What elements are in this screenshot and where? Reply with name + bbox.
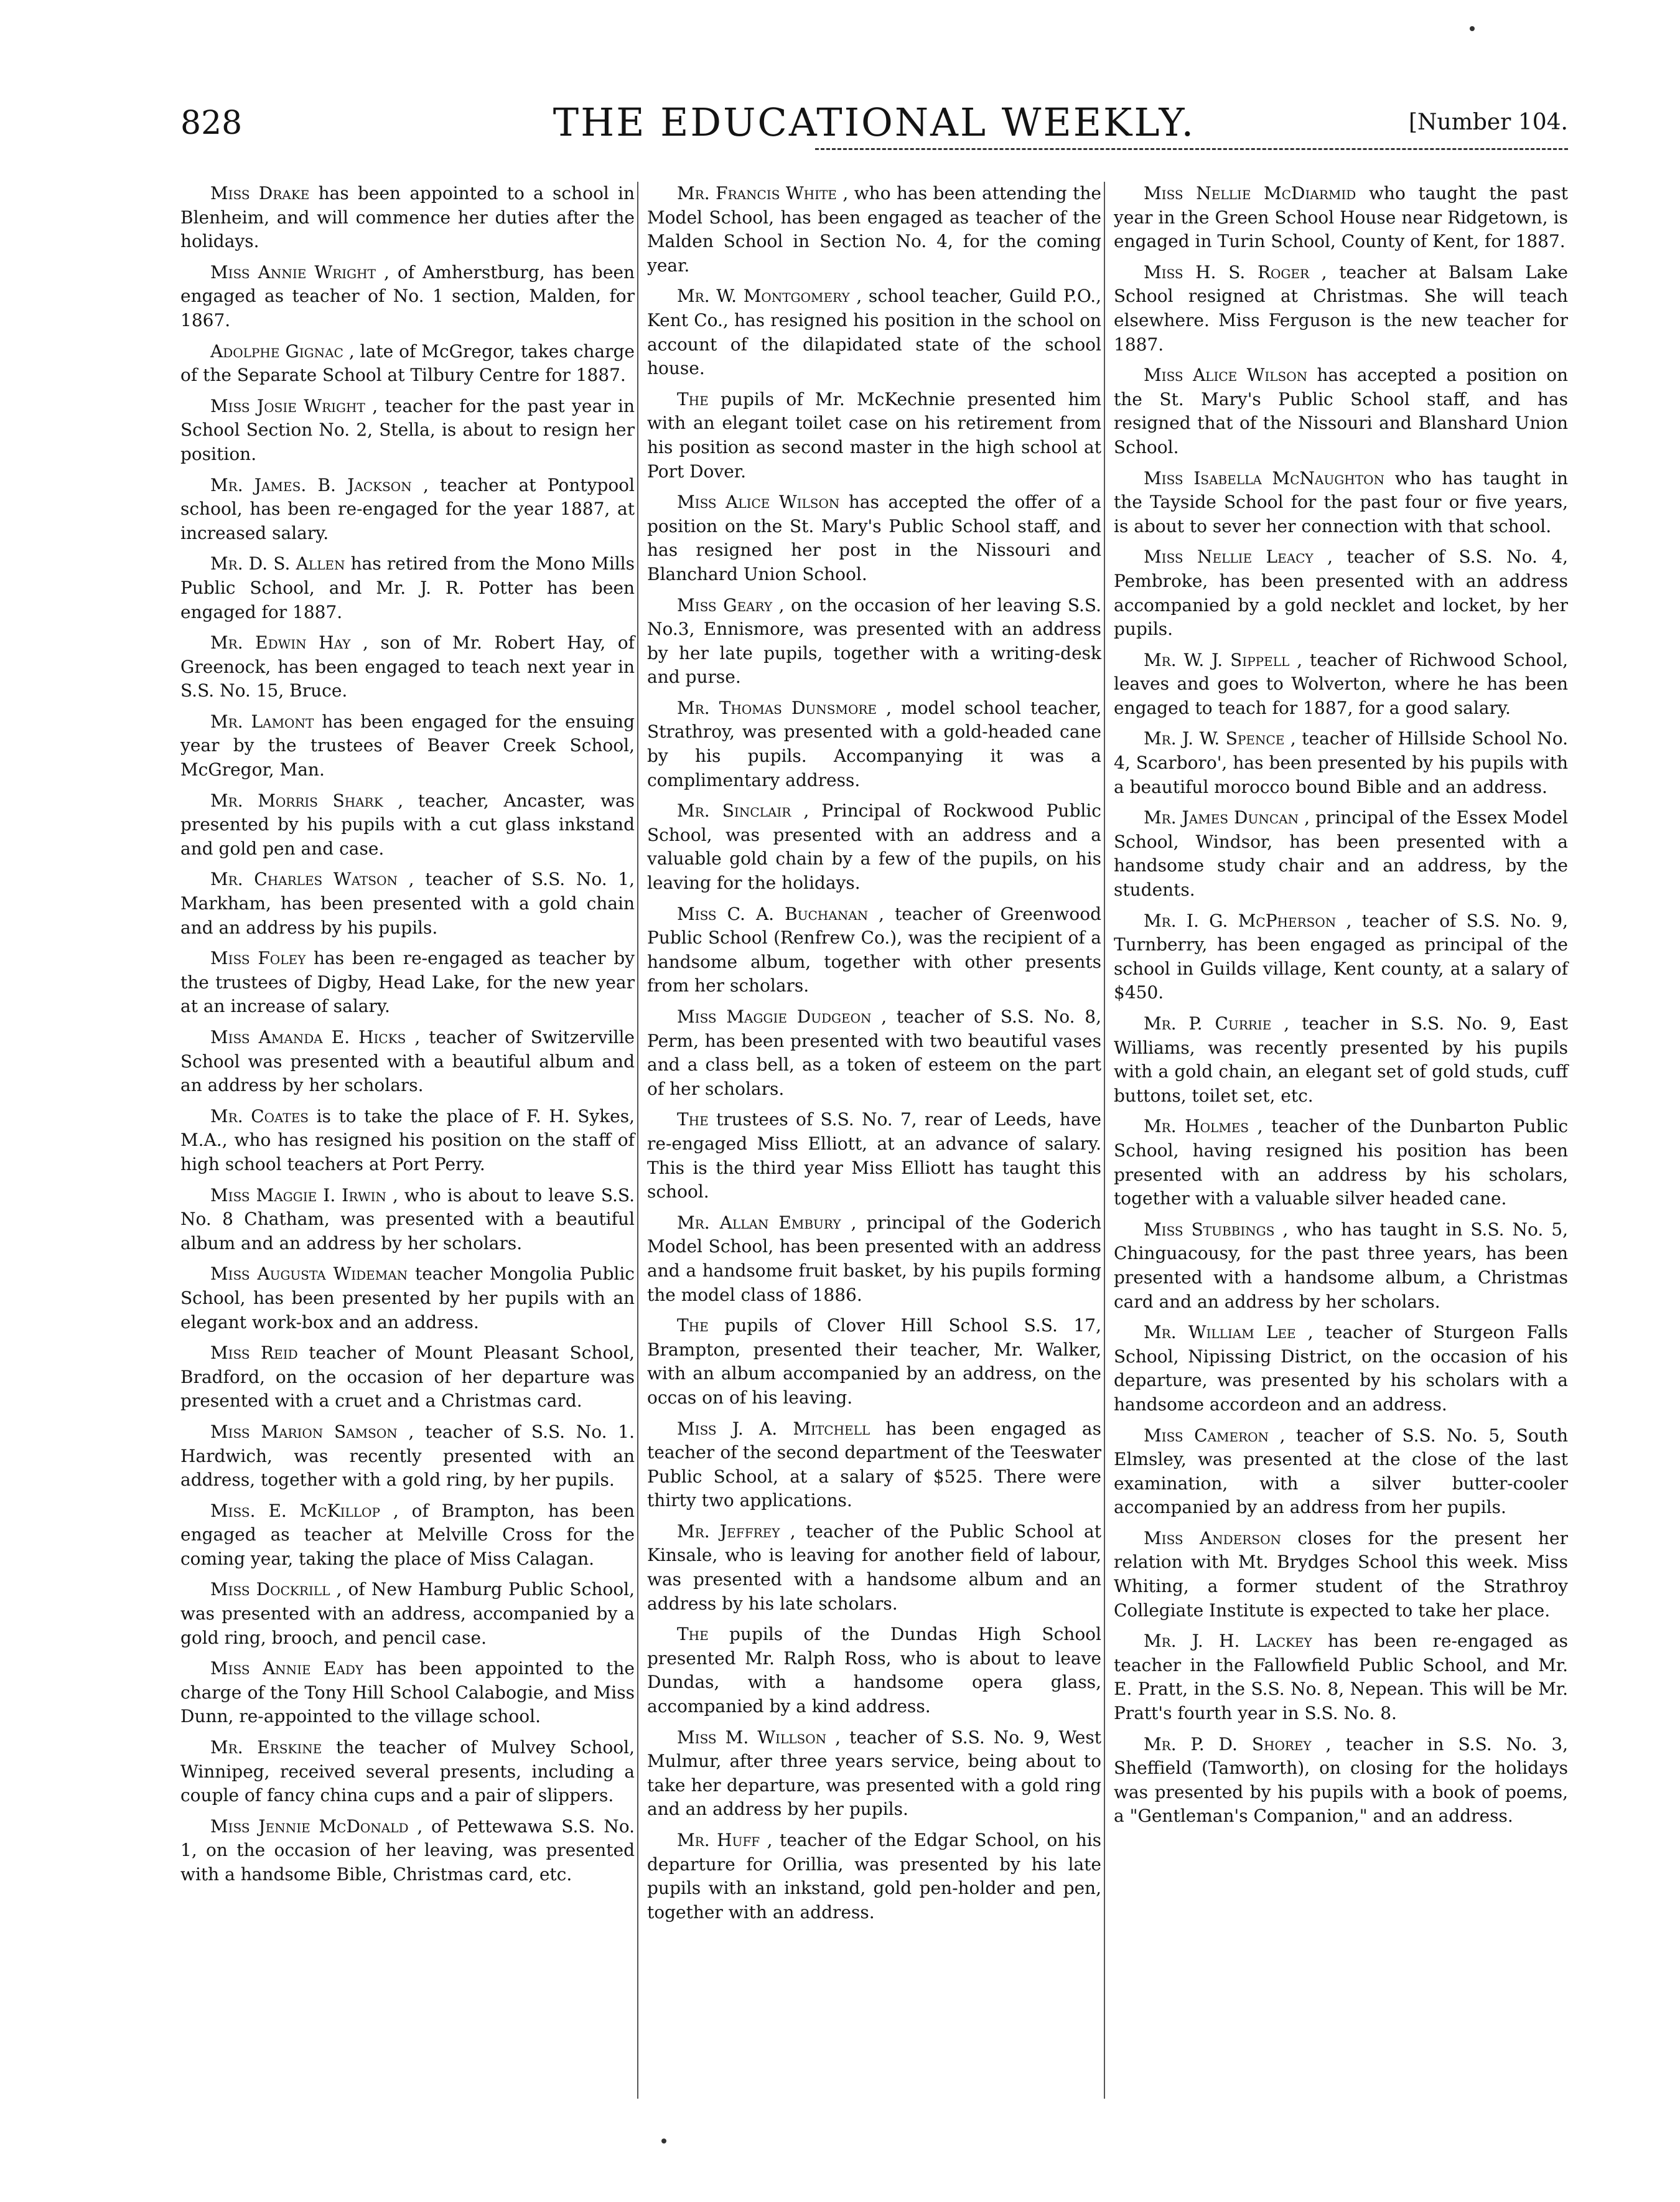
item-name: Mr. Jeffrey [677, 1520, 780, 1542]
item-name: Mr. Huff [677, 1830, 760, 1850]
news-item [1114, 363, 1568, 459]
news-item [180, 1578, 635, 1650]
item-name: Miss Alice Wilson [677, 492, 840, 513]
item-text: , of Brampton, has been engaged as teacher at Melville Cross for the coming year, taking the place of Miss Calagan. [180, 1500, 635, 1569]
item-name: Miss Stubbings [1144, 1219, 1275, 1240]
news-item [1114, 1629, 1568, 1725]
item-name: Miss J. A. Mitchell [677, 1418, 870, 1439]
item-text: , of New Hamburg Public School, was presented with an address, accompanied by a gold ring, brooch, and pencil case. [180, 1579, 635, 1648]
item-name: Mr. James. B. Jackson [210, 474, 412, 495]
item-name: Mr. I. G. McPherson [1144, 910, 1337, 931]
item-name: Mr. P. Currie [1144, 1013, 1272, 1034]
item-name: Mr. Sinclair [677, 800, 791, 822]
item-name: Miss Amanda E. Hicks [210, 1027, 406, 1047]
item-name: Miss Josie Wright [210, 395, 365, 416]
item-name: Mr. Francis White [677, 183, 837, 204]
item-name: Miss Isabella McNaughton [1144, 467, 1384, 489]
item-name: Mr. P. D. Shorey [1144, 1733, 1312, 1755]
item-name: Miss C. A. Buchanan [677, 903, 869, 924]
item-text: , teacher of S.S. No. 9, West Mulmur, after three years service, being about to take her departure, was presented with a gold ring and an address by her pupils. [647, 1726, 1102, 1820]
item-text: , principal of the Goderich Model School, has been presented with an address and a handsome fruit basket, by his pupils forming the model class of 1886. [647, 1212, 1101, 1305]
item-name: Miss Geary [677, 594, 773, 616]
news-item [647, 799, 1101, 895]
issue-number: [Number 104. [1408, 110, 1568, 135]
item-name: Mr. Lamont [210, 711, 314, 732]
item-text: , teacher of S.S. No. 8, Perm, has been presented with two beautiful vases and a class bell, as a token of esteem on the part of her scholars. [647, 1006, 1101, 1099]
item-name: Mr. Morris Shark [210, 790, 383, 811]
item-text: , late of McGregor, takes charge of the Separate School at Tilbury Centre for 1887. [180, 340, 635, 386]
item-name: Miss Drake [210, 183, 310, 204]
item-name: Miss Marion Samson [210, 1421, 398, 1442]
column-2 [647, 182, 1101, 1931]
item-name: Mr. James Duncan [1144, 807, 1299, 828]
item-text: , teacher for the past year in School Section No. 2, Stella, is about to resign her position. [180, 395, 635, 464]
news-item [180, 1184, 635, 1256]
news-item [180, 1657, 635, 1729]
item-name: Mr. Thomas Dunsmore [677, 697, 877, 718]
print-speck [661, 2139, 666, 2143]
item-text: has been appointed to a school in Blenheim, and will commence her duties after the holidays. [180, 183, 635, 252]
news-item [1114, 1527, 1568, 1623]
item-name: The [677, 1315, 709, 1336]
news-item [647, 182, 1101, 278]
item-name: The [677, 1109, 709, 1130]
news-item [180, 789, 635, 861]
news-item [647, 1314, 1101, 1410]
news-item [647, 1211, 1101, 1307]
item-text: , teacher, Ancaster, was presented by his pupils with a cut glass inkstand and gold pen and case. [180, 790, 635, 859]
journal-title: THE EDUCATIONAL WEEKLY. [553, 100, 1196, 145]
news-item [1114, 1012, 1568, 1108]
news-item [180, 631, 635, 703]
item-name: Miss Jennie McDonald [210, 1815, 409, 1837]
item-name: Mr. Coates [210, 1105, 309, 1127]
news-item [1114, 182, 1568, 254]
news-item [647, 1623, 1101, 1718]
item-text: has been re-engaged as teacher in the Fallowfield Public School, and Mr. E. Pratt, in the S.S. No. 8, Nepean. This will be Mr. Pratt's fourth year in S.S. No. 8. [1114, 1631, 1569, 1724]
item-text: , who has taught in S.S. No. 5, Chinguacousy, for the past three years, has been presented with a handsome album, a Christmas card and an address by her scholars. [1114, 1219, 1568, 1312]
item-name: Miss Augusta Wideman [210, 1263, 408, 1285]
item-text: , son of Mr. Robert Hay, of Greenock, has been engaged to teach next year in S.S. No. 15, Bruce. [180, 632, 635, 701]
item-text: has been re-engaged as teacher by the trustees of Digby, Head Lake, for the new year at an increase of salary. [180, 948, 635, 1017]
news-item [647, 902, 1101, 998]
news-item [647, 1005, 1101, 1101]
item-text: , of Pettewawa S.S. No. 1, on the occasion of her leaving, was presented with a handsome Bible, Christmas card, etc. [180, 1815, 635, 1885]
news-item [647, 388, 1101, 484]
column-divider [1104, 182, 1105, 2099]
news-item [180, 1105, 635, 1177]
news-item [1114, 727, 1568, 799]
item-text: closes for the present her relation with Mt. Brydges School this week. Miss Whiting, a former student of the Strathroy Collegiate Institute is expected to take her place. [1114, 1527, 1568, 1621]
news-item [647, 284, 1101, 380]
column-3 [1114, 182, 1568, 1835]
item-name: Miss Annie Eady [210, 1658, 364, 1679]
news-item [1114, 1733, 1568, 1829]
news-item [180, 1026, 635, 1098]
item-name: The [677, 388, 709, 410]
news-item [180, 868, 635, 940]
news-item [180, 947, 635, 1019]
item-name: Miss Nellie Leacy [1144, 546, 1314, 568]
item-text: , teacher of Switzerville School was presented with a beautiful album and an address by her scholars. [180, 1027, 635, 1096]
news-item [647, 1726, 1101, 1822]
news-item [1114, 1115, 1568, 1211]
item-name: Miss H. S. Roger [1144, 261, 1310, 283]
news-item [1114, 909, 1568, 1005]
item-text: , teacher of Hillside School No. 4, Scarboro', has been presented by his pupils with a beautiful morocco bound Bible and an address. [1114, 728, 1568, 797]
item-name: Miss Anderson [1144, 1527, 1281, 1548]
page-number: 828 [180, 105, 243, 142]
header-rule [815, 148, 1568, 150]
news-item [180, 552, 635, 624]
news-item [647, 490, 1101, 586]
item-name: Mr. Erskine [210, 1737, 322, 1758]
item-text: the teacher of Mulvey School, Winnipeg, received several presents, including a couple of fancy china cups and a pair of slippers. [180, 1737, 635, 1806]
item-text: , teacher of Greenwood Public School (Renfrew Co.), was the recipient of a handsome album, together with other presents from her scholars. [647, 903, 1101, 996]
item-text: , teacher of S.S. No. 9, Turnberry, has been engaged as principal of the school in Guilds village, Kent county, at a salary of $450. [1114, 910, 1568, 1003]
item-text: , teacher at Pontypool school, has been re-engaged for the year 1887, at increased salary. [180, 474, 635, 543]
item-text: pupils of the Dundas High School presented Mr. Ralph Ross, who is about to leave Dundas, with a handsome opera glass, accompanied by a kind address. [647, 1624, 1101, 1717]
item-text: , principal of the Essex Model School, Windsor, has been presented with a handsome study chair and an address, by the students. [1114, 807, 1568, 901]
item-name: Miss Maggie Dudgeon [677, 1006, 872, 1027]
column-divider [637, 182, 638, 2099]
news-item [1114, 806, 1568, 902]
news-item [1114, 1424, 1568, 1520]
item-text: , who has been attending the Model School, has been engaged as teacher of the Malden School in Section No. 4, for the coming year. [647, 183, 1101, 276]
item-text: pupils of Mr. McKechnie presented him with an elegant toilet case on his retirement from his position as second master in the high school at Port Dover. [647, 388, 1102, 482]
news-item [647, 1520, 1101, 1616]
news-item [180, 1736, 635, 1808]
item-text: , teacher of Richwood School, leaves and goes to Wolverton, where he has been engaged to teach for 1887, for a good salary. [1114, 649, 1568, 718]
item-name: Miss Annie Wright [210, 261, 376, 283]
news-item [180, 1262, 635, 1334]
item-text: , teacher in S.S. No. 3, Sheffield (Tamworth), on closing for the holidays was presented by his pupils with a book of poems, a "Gentleman's Companion," and an address. [1114, 1733, 1568, 1827]
item-name: Miss Foley [210, 948, 306, 969]
item-text: , teacher of the Dunbarton Public School, having resigned his position has been presented with an address by his scholars, together with a valuable silver headed cane. [1114, 1116, 1569, 1209]
news-item [180, 261, 635, 333]
news-item [647, 696, 1101, 792]
news-item [1114, 649, 1568, 721]
item-text: , teacher of S.S. No. 1, Markham, has been presented with a gold chain and an address by his pupils. [180, 869, 635, 938]
item-name: Miss Maggie I. Irwin [210, 1184, 386, 1206]
item-text: has accepted a position on the St. Mary's Public School staff, and has resigned that of the Nissouri and Blanshard Union School. [1114, 365, 1569, 457]
item-name: Mr. W. J. Sippell [1144, 649, 1290, 670]
item-name: Miss Reid [210, 1342, 298, 1364]
item-name: Adolphe Gignac [210, 340, 343, 362]
item-text: has accepted the offer of a position on the St. Mary's Public School staff, and has resigned her post in the Nissouri and Blanchard Union School. [647, 492, 1101, 584]
item-name: Mr. Edwin Hay [210, 632, 351, 654]
item-name: Miss. E. McKillop [210, 1500, 380, 1521]
item-text: , teacher of S.S. No. 4, Pembroke, has been presented with an address accompanied by a gold necklet and locket, by her pupils. [1114, 546, 1568, 640]
news-item [1114, 1321, 1568, 1417]
item-name: Mr. W. Montgomery [677, 286, 850, 307]
news-item [180, 182, 635, 254]
page-header [180, 93, 1568, 143]
item-text: , teacher in S.S. No. 9, East Williams, was recently presented by his pupils with a gold chain, an elegant set of gold studs, cuff buttons, toilet set, etc. [1114, 1013, 1568, 1106]
item-name: Miss Dockrill [210, 1579, 330, 1600]
news-item [647, 1108, 1101, 1204]
item-text: has been engaged as teacher of the second department of the Teeswater Public School, at a salary of $525. There were thirty two applications. [647, 1418, 1101, 1511]
item-name: Miss Cameron [1144, 1425, 1269, 1446]
item-name: Mr. William Lee [1144, 1322, 1296, 1343]
item-name: The [677, 1624, 709, 1645]
item-text: , on the occasion of her leaving S.S. No.3, Ennismore, was presented with an address by her late pupils, together with a writing-desk and purse. [647, 594, 1102, 688]
news-item [1114, 1218, 1568, 1314]
item-text: , of Amherstburg, has been engaged as teacher of No. 1 section, Malden, for 1867. [180, 261, 635, 330]
item-text: , school teacher, Guild P.O., Kent Co., has resigned his position in the school on account of the dilapidated state of the school house. [647, 286, 1102, 379]
news-item [647, 594, 1101, 690]
item-text: , teacher of Sturgeon Falls School, Nipissing District, on the occasion of his departure, was presented by his scholars with a handsome accordeon and an address. [1114, 1322, 1568, 1415]
news-item [180, 1815, 635, 1887]
item-text: , teacher at Balsam Lake School resigned at Christmas. She will teach elsewhere. Miss Ferguson is the new teacher for 1887. [1114, 261, 1569, 355]
item-text: pupils of Clover Hill School S.S. 17, Brampton, presented their teacher, Mr. Walker, with an album accompanied by an address, on the occas on of his leaving. [647, 1315, 1101, 1408]
item-text: , teacher of S.S. No. 1. Hardwich, was recently presented with an address, together with a gold ring, by her pupils. [180, 1421, 635, 1491]
news-item [647, 1417, 1101, 1513]
item-name: Miss Alice Wilson [1144, 365, 1308, 386]
item-name: Mr. Allan Embury [677, 1212, 841, 1233]
item-text: teacher of Mount Pleasant School, Bradford, on the occasion of her departure was presented with a cruet and a Christmas card. [180, 1342, 635, 1412]
item-name: Miss Nellie McDiarmid [1144, 183, 1356, 204]
news-item [180, 1341, 635, 1413]
news-item [180, 1420, 635, 1492]
item-text: teacher Mongolia Public School, has been presented by her pupils with an elegant work-box and an address. [180, 1263, 635, 1333]
item-text: who taught the past year in the Green School House near Ridgetown, is engaged in Turin School, County of Kent, for 1887. [1114, 183, 1568, 252]
item-text: , teacher of the Edgar School, on his departure for Orillia, was presented by his late pupils with an inkstand, gold pen-holder and pen, together with an address. [647, 1830, 1102, 1923]
news-item [180, 710, 635, 782]
news-item [180, 340, 635, 388]
item-text: has retired from the Mono Mills Public School, and Mr. J. R. Potter has been engaged for 1887. [180, 553, 635, 622]
item-text: , who is about to leave S.S. No. 8 Chatham, was presented with a beautiful album and an address by her scholars. [180, 1184, 635, 1253]
item-text: is to take the place of F. H. Sykes, M.A., who has resigned his position on the staff of high school teachers at Port Perry. [180, 1105, 635, 1174]
print-speck [1470, 26, 1475, 31]
item-name: Mr. D. S. Allen [210, 553, 345, 574]
item-name: Mr. J. H. Lackey [1144, 1631, 1312, 1652]
item-text: has been appointed to the charge of the Tony Hill School Calabogie, and Miss Dunn, re-appointed to the village school. [180, 1658, 635, 1727]
news-item [180, 474, 635, 546]
item-text: , Principal of Rockwood Public School, was presented with an address and a valuable gold chain by a few of the pupils, on his leaving for the holidays. [647, 800, 1101, 894]
item-text: who has taught in the Tayside School for the past four or five years, is about to sever her connection with that school. [1114, 467, 1568, 536]
item-name: Mr. Holmes [1144, 1116, 1249, 1137]
item-text: , model school teacher, Strathroy, was presented with a gold-headed cane by his pupils. Accompanying it was a complimentary address. [647, 697, 1101, 790]
item-text: , teacher of the Public School at Kinsale, who is leaving for another field of labour, was presented with a handsome album and an address by his late scholars. [647, 1520, 1102, 1614]
news-item [180, 1499, 635, 1572]
item-name: Mr. J. W. Spence [1144, 728, 1285, 749]
item-name: Mr. Charles Watson [210, 869, 398, 890]
news-item [180, 395, 635, 467]
item-name: Miss M. Willson [677, 1726, 827, 1748]
item-text: has been engaged for the ensuing year by the trustees of Beaver Creek School, McGregor, Man. [180, 711, 635, 780]
news-item [1114, 467, 1568, 539]
item-text: , teacher of S.S. No. 5, South Elmsley, was presented at the close of the last examination, with a silver butter-cooler accompanied by an address from her pupils. [1114, 1425, 1569, 1518]
news-item [1114, 545, 1568, 641]
news-item [647, 1829, 1101, 1924]
news-item [1114, 261, 1568, 357]
item-text: trustees of S.S. No. 7, rear of Leeds, have re-engaged Miss Elliott, at an advance of salary. This is the third year Miss Elliott has taught this school. [647, 1109, 1102, 1202]
column-1 [180, 182, 635, 1894]
